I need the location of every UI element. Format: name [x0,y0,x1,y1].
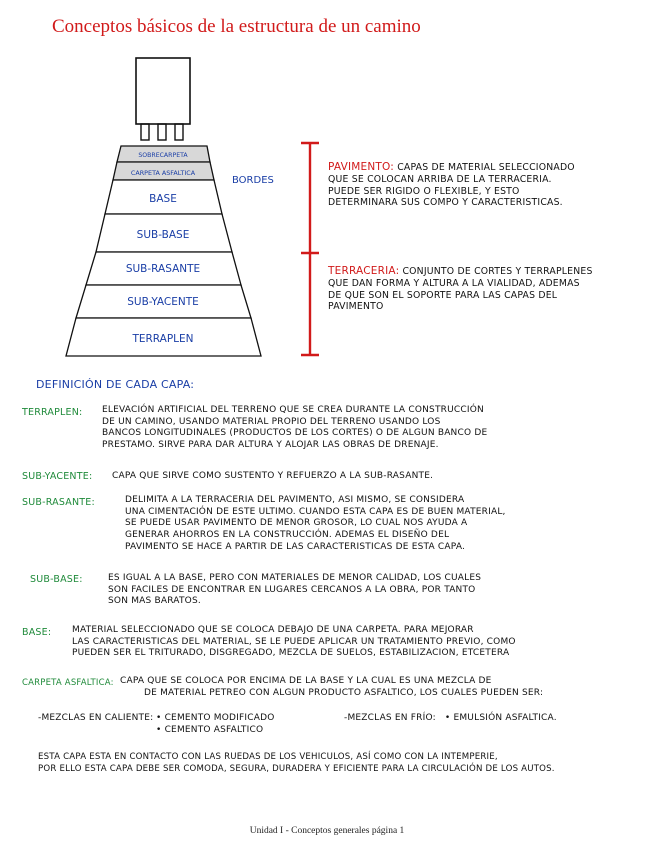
mezclas-frio [344,713,557,725]
layer-label-terraplen: TERRAPLEN [132,333,194,345]
def-subrasante-line-3: SE PUEDE USAR PAVIMENTO DE MENOR GROSOR, LO CUAL NOS AYUDA A [125,518,468,529]
def-base-text [72,625,516,660]
def-subyacente-text [112,471,433,483]
def-terraplen-term: TERRAPLEN: [22,407,83,418]
terraceria-term: TERRACERIA: [328,265,400,277]
closing-line-2: POR ELLO ESTA CAPA DEBE SER COMODA, SEGURA, DURADERA Y EFICIENTE PARA LA CIRCULACIÓN DE LOS AUTOS. [38,763,555,774]
def-subrasante-line-4: GENERAR AHORROS EN LA CONSTRUCCIÓN. ADEMAS EL DISEÑO DEL [125,530,450,541]
page-footer: Unidad I - Conceptos generales página 1 [249,826,405,836]
def-carpeta-text [120,676,543,699]
layer-label-subyacente: SUB-YACENTE [127,296,199,308]
mezcla-emulsion-asfaltica: • EMULSIÓN ASFALTICA. [444,713,557,723]
layer-label-subrasante: SUB-RASANTE [125,263,201,275]
terraceria-line-3: DE QUE SON EL SOPORTE PARA LAS CAPAS DEL [328,289,558,301]
mezclas-caliente-list [156,713,275,736]
vehicle-wheel-right [175,124,183,140]
layer-label-base: BASE [149,193,177,205]
def-carpeta-line-2: DE MATERIAL PETREO CON ALGUN PRODUCTO ASFALTICO, LOS CUALES PUEDEN SER: [144,687,544,698]
def-subrasante-line-1: DELIMITA A LA TERRACERIA DEL PAVIMENTO, ASI MISMO, SE CONSIDERA [125,495,465,505]
def-base-line-3: PUEDEN SER EL TRITURADO, DISGREGADO, MEZCLA DE SUELOS, ESTABILIZACION, ETCETERA [72,648,510,659]
def-terraplen-line-4: PRESTAMO. SIRVE PARA DAR ALTURA Y ALOJAR LAS OBRAS DE DRENAJE. [102,440,439,451]
layer-label-sobrecarpeta: SOBRECARPETA [138,152,188,159]
bordes-label: BORDES [232,175,274,186]
def-subbase-line-1: ES IGUAL A LA BASE, PERO CON MATERIALES DE MENOR CALIDAD, LOS CUALES [108,573,482,583]
def-carpeta-line-1: CAPA QUE SE COLOCA POR ENCIMA DE LA BASE Y LA CUAL ES UNA MEZCLA DE [120,676,492,686]
definitions-heading: DEFINICIÓN DE CADA CAPA: [36,378,195,391]
def-subyacente-line-1: CAPA QUE SIRVE COMO SUSTENTO Y REFUERZO A LA SUB-RASANTE. [112,471,434,481]
def-subrasante-term: SUB-RASANTE: [22,497,95,508]
layer-label-carpeta: CARPETA ASFALTICA [130,169,196,177]
pavimento-line-1: CAPAS DE MATERIAL SELECCIONADO [397,162,575,173]
def-terraplen-text [102,405,487,452]
terraceria-line-2: QUE DAN FORMA Y ALTURA A LA VIALIDAD, ADEMAS [328,277,580,289]
mezcla-cemento-asfaltico: • CEMENTO ASFALTICO [156,724,264,735]
def-terraplen-line-1: ELEVACIÓN ARTIFICIAL DEL TERRENO QUE SE CREA DURANTE LA CONSTRUCCIÓN [102,405,484,415]
pavimento-term: PAVIMENTO: [328,161,395,173]
pavimento-line-3: PUEDE SER RIGIDO O FLEXIBLE, Y ESTO [328,185,520,197]
def-subbase-line-3: SON MAS BARATOS. [108,596,201,607]
def-carpeta-term: CARPETA ASFALTICA: [22,678,114,688]
page-title: Conceptos básicos de la estructura de un camino [52,16,421,37]
def-subbase-line-2: SON FACILES DE ENCONTRAR EN LUGARES CERCANOS A LA OBRA, POR TANTO [108,584,476,595]
mezclas-frio-label: -MEZCLAS EN FRÍO: [344,713,436,723]
terraceria-line-1: CONJUNTO DE CORTES Y TERRAPLENES [402,266,593,277]
def-terraplen-line-3: BANCOS LONGITUDINALES (PRODUCTOS DE LOS CORTES) O DE ALGUN BANCO DE [102,428,488,439]
def-subrasante-text [125,495,506,554]
mezcla-cemento-modificado: • CEMENTO MODIFICADO [156,713,275,723]
def-base-line-2: LAS CARACTERISTICAS DEL MATERIAL, SE LE PUEDE APLICAR UN TRATAMIENTO PREVIO, COMO [72,636,516,647]
layer-label-subbase: SUB-BASE [136,229,190,241]
def-terraplen-line-2: DE UN CAMINO, USANDO MATERIAL PROPIO DEL TERRENO USANDO LOS [102,416,441,427]
def-subyacente-term: SUB-YACENTE: [22,471,93,482]
mezclas-caliente-label: -MEZCLAS EN CALIENTE: [38,713,154,723]
pavimento-line-4: DETERMINARA SUS COMPO Y CARACTERISTICAS. [328,197,563,209]
closing-line-1: ESTA CAPA ESTA EN CONTACTO CON LAS RUEDAS DE LOS VEHICULOS, ASÍ COMO CON LA INTEMPERIE, [38,752,498,762]
pavimento-line-2: QUE SE COLOCAN ARRIBA DE LA TERRACERIA. [328,173,552,185]
terraceria-description [328,266,593,313]
def-base-line-1: MATERIAL SELECCIONADO QUE SE COLOCA DEBAJO DE UNA CARPETA. PARA MEJORAR [72,625,474,635]
pavimento-description [328,162,575,209]
closing-paragraph [38,752,555,775]
vehicle-wheel-center [158,124,166,140]
terraceria-line-4: PAVIMENTO [328,301,384,313]
def-subbase-term: SUB-BASE: [30,574,83,585]
def-subbase-text [108,573,481,608]
def-base-term: BASE: [22,627,52,638]
def-subrasante-line-5: PAVIMENTO SE HACE A PARTIR DE LAS CARACTERISTICAS DE ESTA CAPA. [125,541,466,552]
vehicle-wheel-left [141,124,149,140]
vehicle-body [136,58,190,124]
mezclas-caliente [38,713,153,725]
def-subrasante-line-2: UNA CIMENTACIÓN DE ESTE ULTIMO. CUANDO ESTA CAPA ES DE BUEN MATERIAL, [125,506,506,517]
